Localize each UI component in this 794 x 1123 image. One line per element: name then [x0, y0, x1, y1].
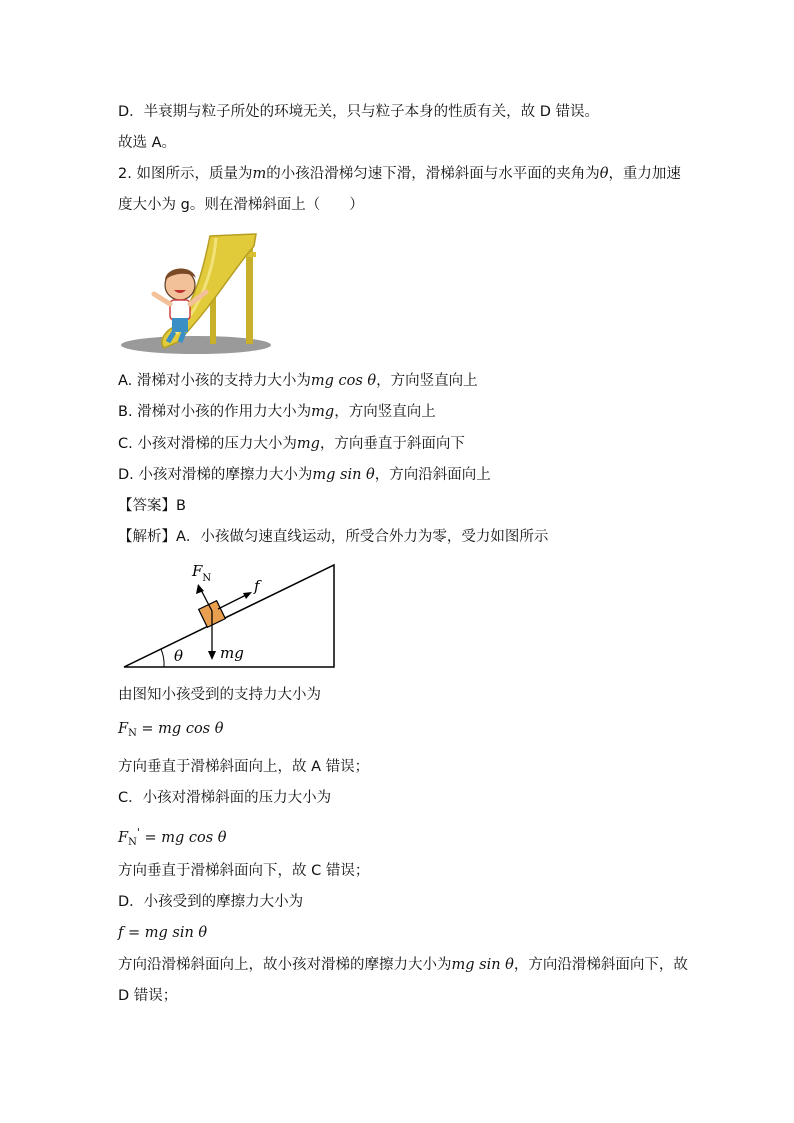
d-line-2: D 错误； [118, 988, 178, 1004]
equation-3: f = mg sin θ [118, 925, 208, 941]
theta-label: θ [174, 647, 184, 665]
option-c: C. 小孩对滑梯的压力大小为mg，方向垂直于斜面向下 [118, 436, 465, 452]
f-label: f [254, 577, 260, 595]
a-wrong: 方向垂直于滑梯斜面向上，故 A 错误； [118, 759, 370, 775]
child-pants [172, 318, 188, 332]
child-arm-left [154, 294, 170, 304]
force-diagram [118, 555, 343, 675]
c-text: C．小孩对滑梯斜面的压力大小为 [118, 790, 332, 806]
equation-1: $F_N$ = mg cos θ [118, 721, 224, 739]
analysis-intro: 【解析】A．小孩做匀速直线运动，所受合外力为零，受力如图所示 [118, 529, 549, 545]
equation-2: $F_N'$ = mg cos θ [118, 826, 227, 848]
question-line-2: 度大小为 g。则在滑梯斜面上（ ） [118, 197, 364, 213]
answer: 【答案】B [118, 498, 186, 514]
prev-option-d: D．半衰期与粒子所处的环境无关，只与粒子本身的性质有关，故 D 错误。 [118, 104, 600, 120]
slide-illustration [118, 230, 278, 358]
d-text: D．小孩受到的摩擦力大小为 [118, 894, 304, 910]
child-shirt [170, 300, 190, 320]
question-line-1: 2. 如图所示，质量为m的小孩沿滑梯匀速下滑，滑梯斜面与水平面的夹角为θ，重力加速 [118, 166, 681, 182]
friction-arrowhead [243, 592, 252, 599]
support-text: 由图知小孩受到的支持力大小为 [118, 687, 321, 703]
friction-arrow [218, 594, 248, 609]
d-line-1: 方向沿滑梯斜面向上，故小孩对滑梯的摩擦力大小为mg sin θ，方向沿滑梯斜面向下，故 [118, 957, 688, 973]
option-d: D. 小孩对滑梯的摩擦力大小为mg sin θ，方向沿斜面向上 [118, 467, 491, 483]
angle-arc [161, 649, 164, 667]
c-wrong: 方向垂直于滑梯斜面向下，故 C 错误； [118, 863, 370, 879]
option-a: A. 滑梯对小孩的支持力大小为mg cos θ，方向竖直向上 [118, 373, 478, 389]
prev-choose: 故选 A。 [118, 135, 177, 151]
fn-label: $F_N$ [192, 562, 212, 584]
mg-label: mg [220, 644, 244, 662]
option-b: B. 滑梯对小孩的作用力大小为mg，方向竖直向上 [118, 404, 436, 420]
gravity-arrowhead [208, 651, 216, 660]
